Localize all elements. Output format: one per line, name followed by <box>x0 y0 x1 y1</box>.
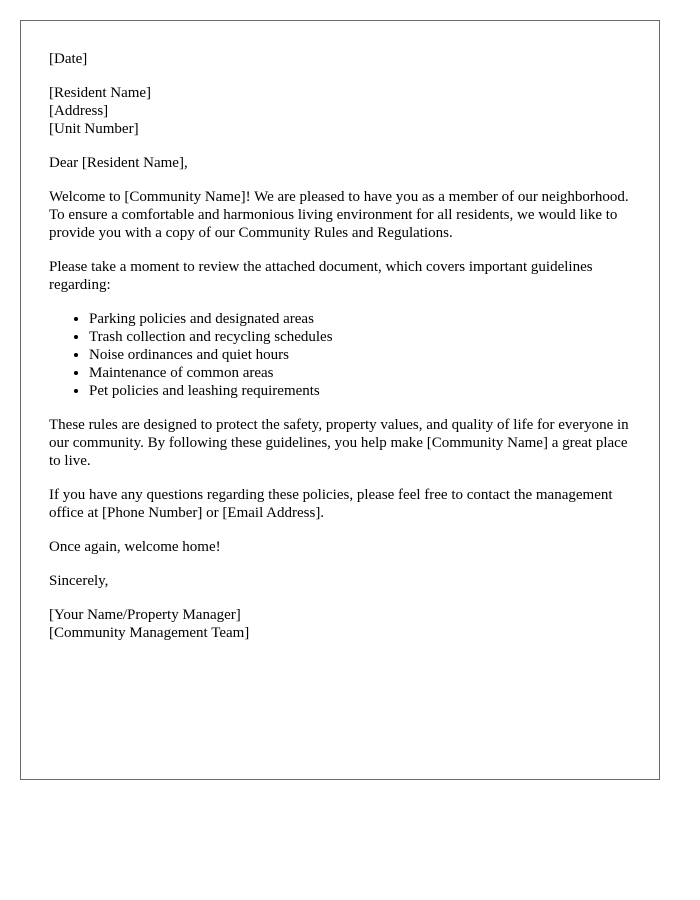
letter-date: [Date] <box>49 51 88 67</box>
sign-off: Sincerely, <box>49 573 109 589</box>
list-item: • Pet policies and leashing requirements <box>89 382 631 400</box>
review-paragraph: Please take a moment to review the attached document, which covers important guidelines regarding: <box>49 259 593 293</box>
signature-name: [Your Name/Property Manager] <box>49 607 241 623</box>
list-item: • Noise ordinances and quiet hours <box>89 346 631 364</box>
contact-paragraph: If you have any questions regarding these policies, please feel free to contact the management office at [Phone Number] or [Email Address]. <box>49 487 613 521</box>
recipient-name: [Resident Name] <box>49 85 152 101</box>
salutation: Dear [Resident Name], <box>49 155 188 171</box>
list-item: • Maintenance of common areas <box>89 364 631 382</box>
list-item: • Parking policies and designated areas <box>89 310 631 328</box>
signature-block <box>49 606 631 642</box>
recipient-unit: [Unit Number] <box>49 121 139 137</box>
guidelines-list <box>49 310 631 400</box>
welcome-home-line: Once again, welcome home! <box>49 539 221 555</box>
signature-team: [Community Management Team] <box>49 625 250 641</box>
intro-paragraph: Welcome to [Community Name]! We are pleased to have you as a member of our neighborhood. To ensure a comfortable and harmonious living environment for all residents, we would like to provide you with a copy of our Community Rules and Regulations. <box>49 189 629 241</box>
recipient-address: [Address] <box>49 103 109 119</box>
purpose-paragraph: These rules are designed to protect the safety, property values, and quality of life for everyone in our community. By following these guidelines, you help make [Community Name] a great place to live. <box>49 417 629 469</box>
letter-page <box>20 20 660 780</box>
list-item: • Trash collection and recycling schedules <box>89 328 631 346</box>
recipient-address-block <box>49 84 631 138</box>
